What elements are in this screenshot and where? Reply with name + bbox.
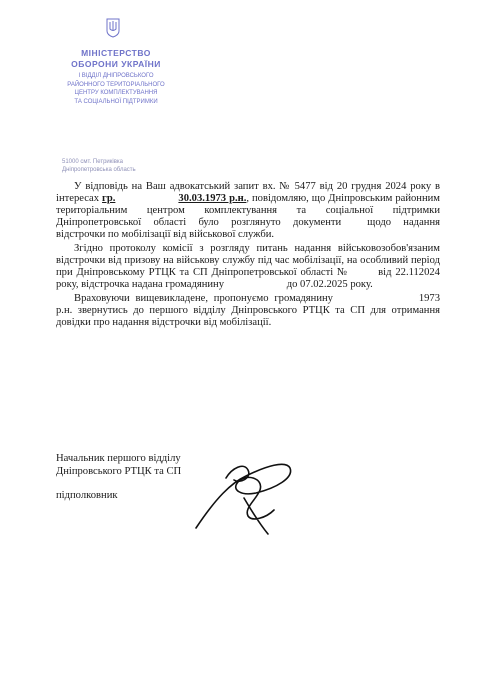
letter-body [56,181,440,331]
paragraph-3: Враховуючи вищевикладене, пропонуємо громадянину 1973 р.н. звернутись до першого відділу Дніпровського РТЦК та СП для отримання довідки про надання відстрочки від мобілізації. [56,293,440,328]
stamp-unit-name: І ВІДДІЛ ДНІПРОВСЬКОГО РАЙОННОГО ТЕРИТОРІАЛЬНОГО ЦЕНТРУ КОМПЛЕКТУВАННЯ ТА СОЦІАЛЬНОЇ ПІДТРИМКИ [67,73,165,105]
stamp-address: 51000 смт. Петриківка Дніпропетровська область [62,159,136,173]
signatory-rank: підполковник [56,490,118,501]
paragraph-1: У відповідь на Ваш адвокатський запит вх. № 5477 від 20 грудня 2024 року в інтересах гр. 30.03.1973 р.н., повідомляю, що Дніпровським районним територіальним центром комплектування та соціальної підтримки Дніпропетровської області було розглянуто документи щодо надання відстрочки по мобілізації від військової служби. [56,181,440,240]
handwritten-signature [186,438,296,538]
stamp-ministry-line2: ОБОРОНИ УКРАЇНИ [71,59,161,69]
trident-emblem-icon [106,18,120,38]
stamp-ministry-line: МІНІСТЕРСТВО [81,48,151,58]
signatory-title: Начальник першого відділу Дніпровського РТЦК та СП [56,453,182,477]
paragraph-2: Згідно протоколу комісії з розгляду питань надання військовозобов'язаним відстрочки від призову на військову службу під час мобілізації, на особливий період при Дніпровському РТЦК та СП Дніпропетровської області № від 22.112024 року, відстрочка надана громадянину до 07.02.2025 року. [56,243,440,290]
ministry-stamp [40,8,192,110]
